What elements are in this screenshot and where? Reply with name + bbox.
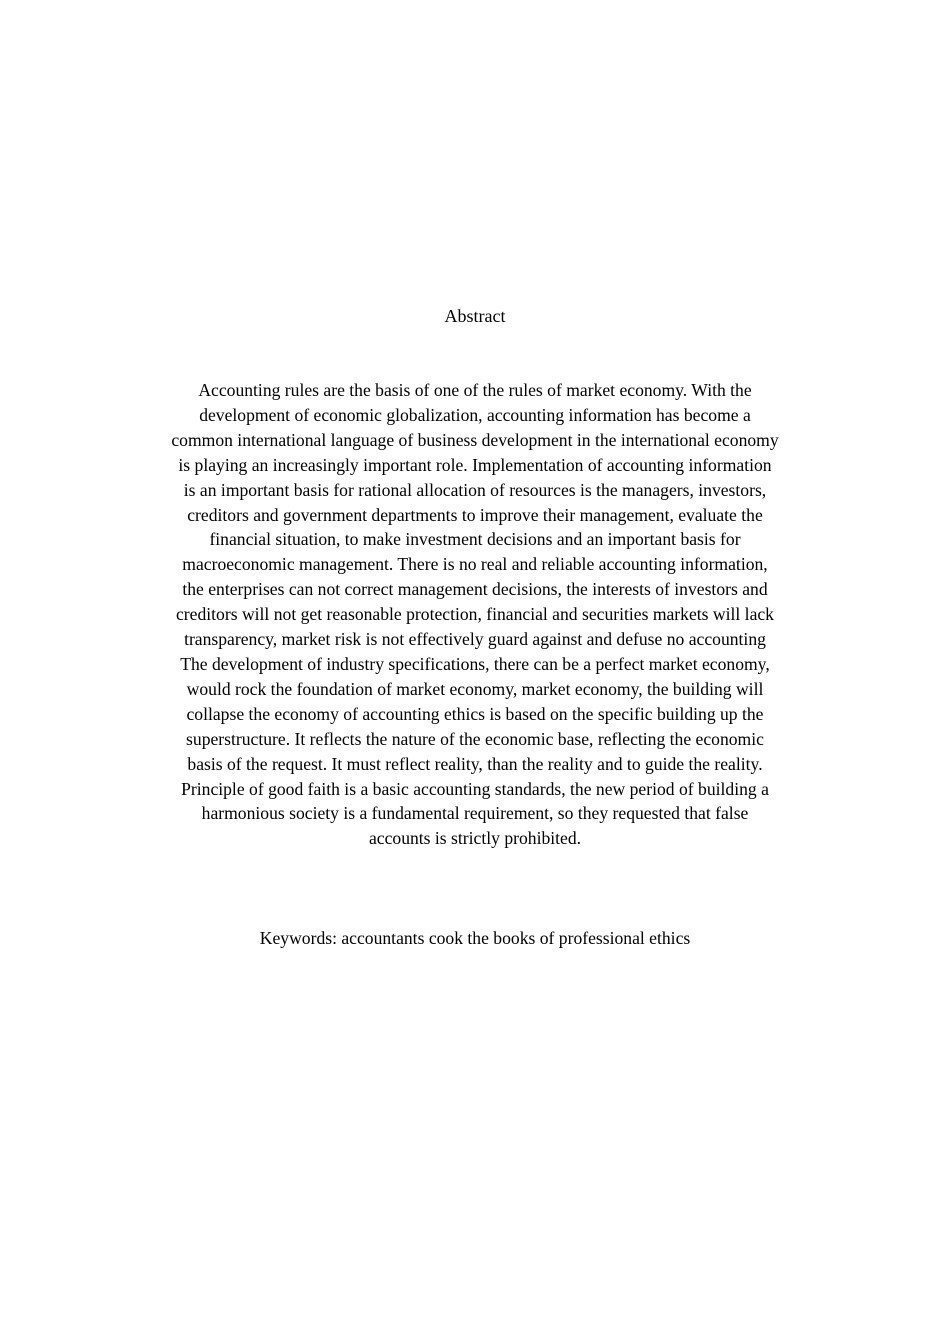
abstract-line: basis of the request. It must reflect reality, than the reality and to guide the reality. [187,753,763,774]
abstract-body [140,378,810,851]
abstract-line: creditors and government departments to improve their management, evaluate the [187,504,763,525]
abstract-line: Accounting rules are the basis of one of the rules of market economy. With the [198,380,752,400]
abstract-line: would rock the foundation of market economy, market economy, the building will [186,678,764,699]
abstract-line: common international language of business development in the international economy [171,429,779,450]
abstract-line: the enterprises can not correct management decisions, the interests of investors and [182,579,768,600]
keywords-line: Keywords: accountants cook the books of professional ethics [259,928,691,948]
abstract-line: Principle of good faith is a basic accounting standards, the new period of building a [181,778,769,799]
abstract-line: superstructure. It reflects the nature of the economic base, reflecting the economic [186,728,764,749]
abstract-line: is an important basis for rational allocation of resources is the managers, investors, [183,479,767,500]
abstract-line: financial situation, to make investment decisions and an important basis for [209,529,741,550]
abstract-heading: Abstract [444,306,506,326]
abstract-line: The development of industry specifications, there can be a perfect market economy, [180,653,770,674]
abstract-line: creditors will not get reasonable protection, financial and securities markets will lack [176,604,774,625]
abstract-line: harmonious society is a fundamental requirement, so they requested that false [201,803,749,824]
abstract-line: development of economic globalization, accounting information has become a [199,404,751,425]
abstract-line: accounts is strictly prohibited. [368,828,582,849]
abstract-line: is playing an increasingly important role. Implementation of accounting information [178,454,772,475]
abstract-line: collapse the economy of accounting ethics is based on the specific building up the [186,703,764,724]
abstract-line: transparency, market risk is not effectively guard against and defuse no accounting [184,629,766,650]
abstract-line: macroeconomic management. There is no real and reliable accounting information, [182,554,768,575]
